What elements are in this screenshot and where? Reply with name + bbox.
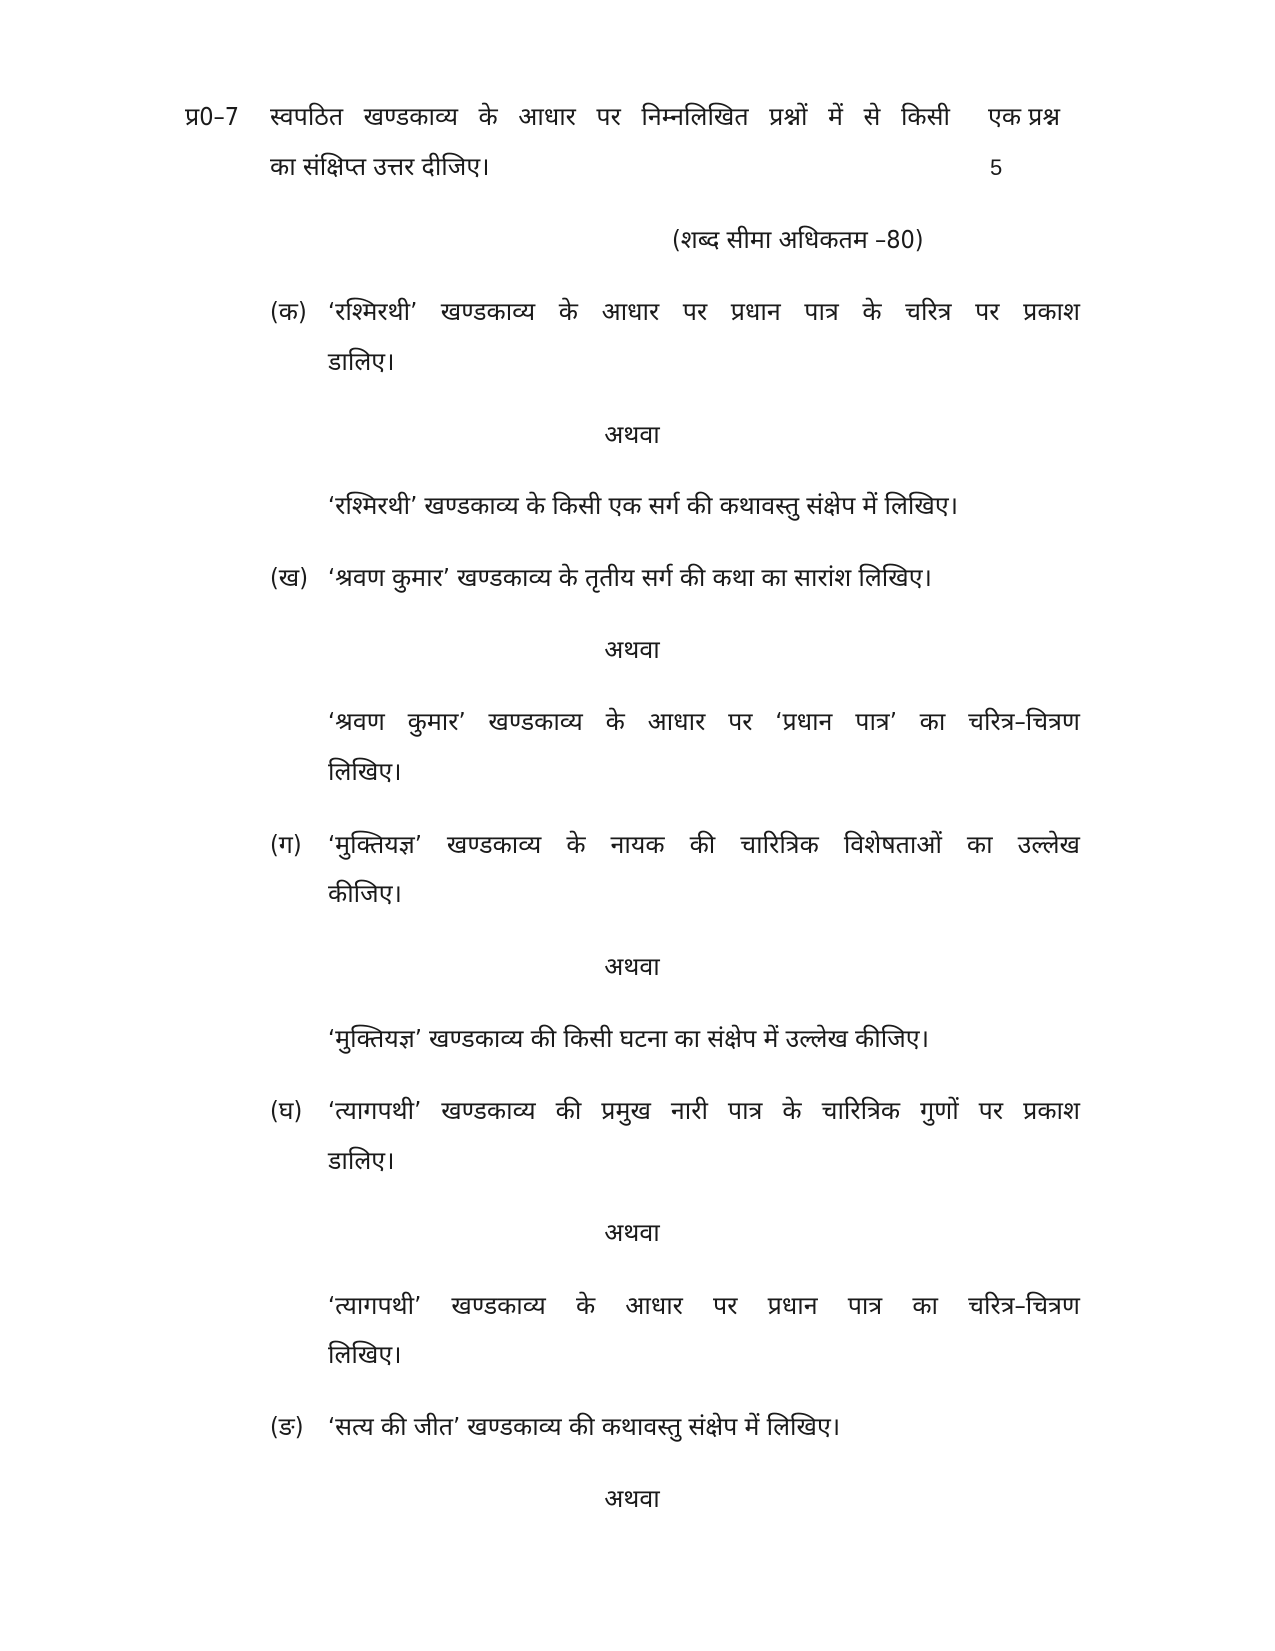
or-separator: अथवा xyxy=(604,952,660,981)
part-kha-question2-line1: ‘श्रवण कुमार’ खण्डकाव्य के आधार पर ‘प्रधान पात्र’ का चरित्र–चित्रण xyxy=(328,707,1080,736)
part-label-kha: (ख) xyxy=(270,563,309,592)
part-ga-question1-line1: ‘मुक्तियज्ञ’ खण्डकाव्य के नायक की चारित्रिक विशेषताओं का उल्लेख xyxy=(328,830,1080,859)
question-instruction-line1: स्वपठित खण्डकाव्य के आधार पर निम्नलिखित प्रश्नों में से किसी xyxy=(270,102,950,131)
question-instruction-line1-end: एक प्रश्न xyxy=(988,102,1061,131)
part-label-ka: (क) xyxy=(270,297,307,326)
or-separator: अथवा xyxy=(604,1484,660,1513)
word-limit-note: (शब्द सीमा अधिकतम –80) xyxy=(672,225,924,254)
part-gha-question1-line2: डालिए। xyxy=(328,1146,395,1175)
part-kha-question1-line1: ‘श्रवण कुमार’ खण्डकाव्य के तृतीय सर्ग की कथा का सारांश लिखिए। xyxy=(328,563,933,592)
part-gha-question2-line2: लिखिए। xyxy=(328,1340,402,1369)
part-gha-question1-line1: ‘त्यागपथी’ खण्डकाव्य की प्रमुख नारी पात्र के चारित्रिक गुणों पर प्रकाश xyxy=(328,1096,1080,1125)
part-label-gha: (घ) xyxy=(270,1096,303,1125)
or-separator: अथवा xyxy=(604,1218,660,1247)
part-ga-question1-line2: कीजिए। xyxy=(328,879,403,908)
part-ka-question1-line2: डालिए। xyxy=(328,347,395,376)
part-kha-question2-line2: लिखिए। xyxy=(328,757,402,786)
part-gha-question2-line1: ‘त्यागपथी’ खण्डकाव्य के आधार पर प्रधान पात्र का चरित्र–चित्रण xyxy=(328,1291,1080,1320)
part-ga-question2-line1: ‘मुक्तियज्ञ’ खण्डकाव्य की किसी घटना का संक्षेप में उल्लेख कीजिए। xyxy=(328,1024,930,1053)
question-marks: 5 xyxy=(990,155,1003,180)
or-separator: अथवा xyxy=(604,635,660,664)
part-label-ga: (ग) xyxy=(270,830,302,859)
or-separator: अथवा xyxy=(604,420,660,449)
question-instruction-line2: का संक्षिप्त उत्तर दीजिए। xyxy=(270,152,490,181)
part-nga-question1-line1: ‘सत्य की जीत’ खण्डकाव्य की कथावस्तु संक्षेप में लिखिए। xyxy=(328,1412,841,1441)
part-label-nga: (ङ) xyxy=(270,1412,304,1441)
question-number: प्र0–7 xyxy=(185,102,240,131)
part-ka-question2-line1: ‘रश्मिरथी’ खण्डकाव्य के किसी एक सर्ग की कथावस्तु संक्षेप में लिखिए। xyxy=(328,491,959,520)
part-ka-question1-line1: ‘रश्मिरथी’ खण्डकाव्य के आधार पर प्रधान पात्र के चरित्र पर प्रकाश xyxy=(328,297,1080,326)
